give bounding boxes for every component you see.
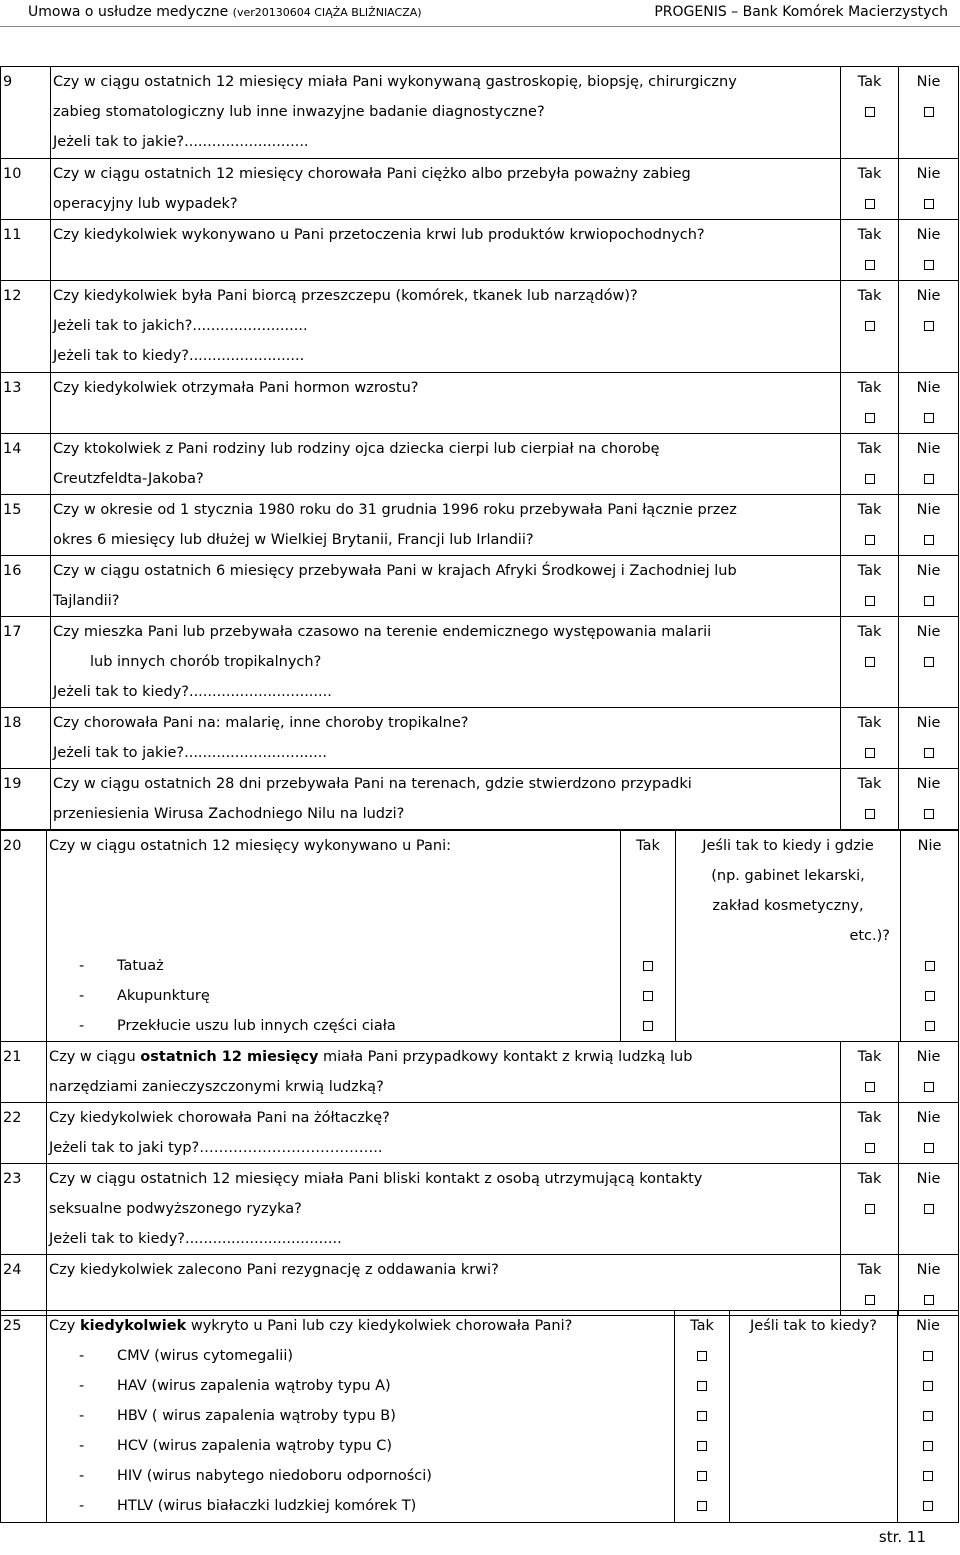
no-label: Nie bbox=[916, 776, 941, 792]
question-text: narzędziami zanieczyszczonymi krwią ludzką? bbox=[49, 1079, 384, 1095]
answer-details-prompt[interactable]: Jeżeli tak to jakie?............................... bbox=[53, 745, 327, 761]
yes-checkbox[interactable] bbox=[697, 1381, 707, 1391]
yes-checkbox[interactable] bbox=[865, 657, 875, 667]
question-number: 19 bbox=[1, 769, 51, 830]
question-text: Czy w ciągu ostatnich 12 miesięcy chorowała Pani ciężko albo przebyła poważny zabieg bbox=[53, 166, 691, 182]
yes-checkbox[interactable] bbox=[643, 1021, 653, 1031]
question-number: 25 bbox=[1, 1311, 47, 1523]
yes-label: Tak bbox=[857, 715, 882, 731]
procedure-item-label: Przekłucie uszu lub innych części ciała bbox=[117, 1018, 396, 1034]
question-text: okres 6 miesięcy lub dłużej w Wielkiej Brytanii, Francji lub Irlandii? bbox=[53, 532, 534, 548]
question-row-24 bbox=[1, 1255, 959, 1316]
question-row-12 bbox=[1, 281, 959, 373]
no-label: Nie bbox=[916, 441, 941, 457]
infection-item: - HAV (wirus zapalenia wątroby typu A) bbox=[79, 1378, 391, 1394]
yes-checkbox[interactable] bbox=[697, 1471, 707, 1481]
question-text: Czy kiedykolwiek zalecono Pani rezygnację z oddawania krwi? bbox=[49, 1262, 499, 1278]
no-label: Nie bbox=[916, 502, 941, 518]
no-label: Nie bbox=[916, 715, 941, 731]
no-checkbox[interactable] bbox=[924, 1082, 934, 1092]
yes-label: Tak bbox=[857, 227, 882, 243]
question-number: 21 bbox=[1, 1042, 47, 1103]
when-where-header: (np. gabinet lekarski, bbox=[711, 868, 865, 884]
no-label: Nie bbox=[916, 166, 941, 182]
question-row-20 bbox=[1, 831, 959, 1042]
infection-item-label: CMV (wirus cytomegalii) bbox=[117, 1348, 294, 1364]
yes-label: Tak bbox=[857, 563, 882, 579]
no-label: Nie bbox=[916, 1318, 940, 1334]
question-number: 13 bbox=[1, 373, 51, 434]
yes-checkbox[interactable] bbox=[865, 474, 875, 484]
no-label: Nie bbox=[916, 563, 941, 579]
questionnaire-table-3 bbox=[0, 1041, 959, 1316]
no-checkbox[interactable] bbox=[924, 260, 934, 270]
when-where-header: zakład kosmetyczny, bbox=[712, 898, 864, 914]
question-text: Czy w ciągu ostatnich 28 dni przebywała Pani na terenach, gdzie stwierdzono przypadki bbox=[53, 776, 692, 792]
question-text: operacyjny lub wypadek? bbox=[53, 196, 238, 212]
infection-item: - HTLV (wirus białaczki ludzkiej komórek T) bbox=[79, 1498, 417, 1514]
yes-label: Tak bbox=[857, 624, 882, 640]
no-checkbox[interactable] bbox=[924, 809, 934, 819]
yes-checkbox[interactable] bbox=[865, 321, 875, 331]
no-checkbox[interactable] bbox=[924, 413, 934, 423]
yes-label: Tak bbox=[857, 166, 882, 182]
question-text: Czy kiedykolwiek była Pani biorcą przeszczepu (komórek, tkanek lub narządów)? bbox=[53, 288, 638, 304]
question-number: 10 bbox=[1, 159, 51, 220]
answer-details-prompt[interactable]: Jeżeli tak to jaki typ?……………………………….. bbox=[49, 1140, 383, 1156]
question-number: 20 bbox=[1, 831, 47, 1042]
question-row-13 bbox=[1, 373, 959, 434]
question-text: seksualne podwyższonego ryzyka? bbox=[49, 1201, 302, 1217]
no-checkbox[interactable] bbox=[923, 1411, 933, 1421]
document-title bbox=[28, 4, 422, 20]
when-column bbox=[730, 1311, 898, 1523]
yes-label: Tak bbox=[857, 441, 882, 457]
infection-item-label: HCV (wirus zapalenia wątroby typu C) bbox=[117, 1438, 393, 1454]
yes-label: Tak bbox=[857, 776, 882, 792]
procedure-item: - Tatuaż bbox=[79, 958, 164, 974]
yes-checkbox[interactable] bbox=[697, 1351, 707, 1361]
question-text: Czy kiedykolwiek otrzymała Pani hormon wzrostu? bbox=[53, 380, 419, 396]
no-checkbox[interactable] bbox=[924, 1295, 934, 1305]
question-number: 17 bbox=[1, 617, 51, 708]
no-checkbox[interactable] bbox=[924, 1204, 934, 1214]
no-checkbox[interactable] bbox=[924, 199, 934, 209]
yes-checkbox[interactable] bbox=[865, 107, 875, 117]
question-row-14 bbox=[1, 434, 959, 495]
document-version: (ver20130604 CIĄŻA BLIŹNIACZA) bbox=[232, 6, 422, 19]
no-checkbox[interactable] bbox=[924, 535, 934, 545]
answer-details-prompt[interactable]: Jeżeli tak to kiedy?......................... bbox=[53, 348, 305, 364]
yes-checkbox[interactable] bbox=[865, 1295, 875, 1305]
infection-item: - CMV (wirus cytomegalii) bbox=[79, 1348, 294, 1364]
no-label: Nie bbox=[916, 1171, 941, 1187]
no-label: Nie bbox=[916, 624, 941, 640]
when-where-column bbox=[676, 831, 901, 1042]
yes-label: Tak bbox=[636, 838, 660, 854]
question-text: Czy kiedykolwiek wykryto u Pani lub czy kiedykolwiek chorowała Pani? bbox=[49, 1318, 573, 1334]
question-row-23 bbox=[1, 1164, 959, 1255]
yes-checkbox[interactable] bbox=[865, 1082, 875, 1092]
infection-item-label: HIV (wirus nabytego niedoboru odporności) bbox=[117, 1468, 432, 1484]
question-number: 15 bbox=[1, 495, 51, 556]
question-text: Czy mieszka Pani lub przebywała czasowo na terenie endemicznego występowania malarii bbox=[53, 624, 712, 640]
question-text: Czy kiedykolwiek chorowała Pani na żółtaczkę? bbox=[49, 1110, 390, 1126]
answer-details-prompt[interactable]: Jeżeli tak to jakich?......................... bbox=[53, 318, 308, 334]
yes-label: Tak bbox=[857, 380, 882, 396]
questionnaire-table-4 bbox=[0, 1310, 959, 1523]
yes-checkbox[interactable] bbox=[865, 748, 875, 758]
question-text: Czy kiedykolwiek wykonywano u Pani przetoczenia krwi lub produktów krwiopochodnych? bbox=[53, 227, 705, 243]
yes-checkbox[interactable] bbox=[697, 1441, 707, 1451]
yes-checkbox[interactable] bbox=[697, 1501, 707, 1511]
when-where-header: etc.)? bbox=[849, 928, 890, 944]
question-number: 22 bbox=[1, 1103, 47, 1164]
question-text: Tajlandii? bbox=[53, 593, 120, 609]
no-checkbox[interactable] bbox=[923, 1351, 933, 1361]
question-text: Czy chorowała Pani na: malarię, inne choroby tropikalne? bbox=[53, 715, 469, 731]
question-text: Czy ktokolwiek z Pani rodziny lub rodziny ojca dziecka cierpi lub cierpiał na chorobę bbox=[53, 441, 660, 457]
yes-checkbox[interactable] bbox=[865, 199, 875, 209]
no-checkbox[interactable] bbox=[925, 1021, 935, 1031]
question-row-18 bbox=[1, 708, 959, 769]
no-checkbox[interactable] bbox=[924, 596, 934, 606]
yes-label: Tak bbox=[857, 1049, 882, 1065]
no-checkbox[interactable] bbox=[924, 474, 934, 484]
question-row-10 bbox=[1, 159, 959, 220]
no-checkbox[interactable] bbox=[924, 1143, 934, 1153]
question-number: 16 bbox=[1, 556, 51, 617]
question-text: lub innych chorób tropikalnych? bbox=[90, 654, 322, 670]
no-checkbox[interactable] bbox=[923, 1441, 933, 1451]
no-label: Nie bbox=[917, 838, 942, 854]
yes-checkbox[interactable] bbox=[697, 1411, 707, 1421]
question-number: 12 bbox=[1, 281, 51, 373]
no-checkbox[interactable] bbox=[923, 1501, 933, 1511]
yes-label: Tak bbox=[857, 1262, 882, 1278]
no-label: Nie bbox=[916, 74, 941, 90]
yes-checkbox[interactable] bbox=[865, 809, 875, 819]
no-label: Nie bbox=[916, 1262, 941, 1278]
question-row-16 bbox=[1, 556, 959, 617]
answer-details-prompt[interactable]: Jeżeli tak to jakie?........................... bbox=[53, 134, 309, 150]
answer-details-prompt[interactable]: Jeżeli tak to kiedy?.................................. bbox=[49, 1231, 342, 1247]
questionnaire-table-1 bbox=[0, 66, 959, 830]
yes-checkbox[interactable] bbox=[643, 961, 653, 971]
question-number: 14 bbox=[1, 434, 51, 495]
no-label: Nie bbox=[916, 227, 941, 243]
infection-item: - HCV (wirus zapalenia wątroby typu C) bbox=[79, 1438, 393, 1454]
answer-details-prompt[interactable]: Jeżeli tak to kiedy?............................... bbox=[53, 684, 332, 700]
infection-item: - HBV ( wirus zapalenia wątroby typu B) bbox=[79, 1408, 396, 1424]
question-row-25 bbox=[1, 1311, 959, 1523]
no-label: Nie bbox=[916, 288, 941, 304]
no-checkbox[interactable] bbox=[923, 1381, 933, 1391]
question-number: 23 bbox=[1, 1164, 47, 1255]
no-checkbox[interactable] bbox=[925, 991, 935, 1001]
infection-item-label: HBV ( wirus zapalenia wątroby typu B) bbox=[117, 1408, 396, 1424]
company-name: PROGENIS – Bank Komórek Macierzystych bbox=[654, 4, 948, 20]
no-checkbox[interactable] bbox=[924, 321, 934, 331]
question-row-22 bbox=[1, 1103, 959, 1164]
yes-label: Tak bbox=[857, 288, 882, 304]
yes-label: Tak bbox=[857, 1171, 882, 1187]
when-where-header: Jeśli tak to kiedy i gdzie bbox=[702, 838, 874, 854]
question-text: Czy w ciągu ostatnich 12 miesięcy miała Pani przypadkowy kontakt z krwią ludzką lub bbox=[49, 1049, 693, 1065]
question-row-11 bbox=[1, 220, 959, 281]
yes-checkbox[interactable] bbox=[865, 413, 875, 423]
no-checkbox[interactable] bbox=[923, 1471, 933, 1481]
question-text: Czy w okresie od 1 stycznia 1980 roku do 31 grudnia 1996 roku przebywała Pani łącznie przez bbox=[53, 502, 737, 518]
no-checkbox[interactable] bbox=[924, 748, 934, 758]
no-checkbox[interactable] bbox=[925, 961, 935, 971]
no-checkbox[interactable] bbox=[924, 657, 934, 667]
question-number: 24 bbox=[1, 1255, 47, 1316]
question-text: Creutzfeldta-Jakoba? bbox=[53, 471, 204, 487]
questionnaire-table-2 bbox=[0, 830, 959, 1042]
question-number: 11 bbox=[1, 220, 51, 281]
page-number: str. 11 bbox=[878, 1528, 926, 1546]
infection-item-label: HAV (wirus zapalenia wątroby typu A) bbox=[117, 1378, 391, 1394]
yes-checkbox[interactable] bbox=[865, 535, 875, 545]
yes-label: Tak bbox=[857, 74, 882, 90]
procedure-item-label: Akupunkturę bbox=[117, 988, 210, 1004]
yes-checkbox[interactable] bbox=[865, 596, 875, 606]
procedure-item: - Przekłucie uszu lub innych części ciała bbox=[79, 1018, 396, 1034]
question-text: przeniesienia Wirusa Zachodniego Nilu na ludzi? bbox=[53, 806, 405, 822]
document-title-main: Umowa o usłudze medyczne bbox=[28, 4, 229, 20]
yes-checkbox[interactable] bbox=[865, 1204, 875, 1214]
no-label: Nie bbox=[916, 1110, 941, 1126]
question-text: Czy w ciągu ostatnich 6 miesięcy przebywała Pani w krajach Afryki Środkowej i Zachodniej lub bbox=[53, 563, 737, 579]
question-row-17 bbox=[1, 617, 959, 708]
yes-label: Tak bbox=[690, 1318, 714, 1334]
procedure-item-label: Tatuaż bbox=[117, 958, 164, 974]
page-header bbox=[0, 0, 960, 27]
question-text: Czy w ciągu ostatnich 12 miesięcy wykonywano u Pani: bbox=[49, 838, 452, 854]
yes-checkbox[interactable] bbox=[865, 1143, 875, 1153]
question-text: Czy w ciągu ostatnich 12 miesięcy miała Pani wykonywaną gastroskopię, biopsję, chirurgiczny bbox=[53, 74, 737, 90]
no-label: Nie bbox=[916, 380, 941, 396]
yes-label: Tak bbox=[857, 1110, 882, 1126]
procedure-item: - Akupunkturę bbox=[79, 988, 210, 1004]
when-header: Jeśli tak to kiedy? bbox=[750, 1318, 877, 1334]
question-number: 9 bbox=[1, 67, 51, 159]
yes-label: Tak bbox=[857, 502, 882, 518]
question-row-21 bbox=[1, 1042, 959, 1103]
yes-checkbox[interactable] bbox=[643, 991, 653, 1001]
question-number: 18 bbox=[1, 708, 51, 769]
no-label: Nie bbox=[916, 1049, 941, 1065]
question-row-15 bbox=[1, 495, 959, 556]
infection-item-label: HTLV (wirus białaczki ludzkiej komórek T) bbox=[117, 1498, 417, 1514]
question-row-9 bbox=[1, 67, 959, 159]
question-row-19 bbox=[1, 769, 959, 830]
infection-item: - HIV (wirus nabytego niedoboru odporności) bbox=[79, 1468, 432, 1484]
question-text: Czy w ciągu ostatnich 12 miesięcy miała Pani bliski kontakt z osobą utrzymującą kontakty bbox=[49, 1171, 703, 1187]
no-checkbox[interactable] bbox=[924, 107, 934, 117]
question-text: zabieg stomatologiczny lub inne inwazyjne badanie diagnostyczne? bbox=[53, 104, 545, 120]
yes-checkbox[interactable] bbox=[865, 260, 875, 270]
